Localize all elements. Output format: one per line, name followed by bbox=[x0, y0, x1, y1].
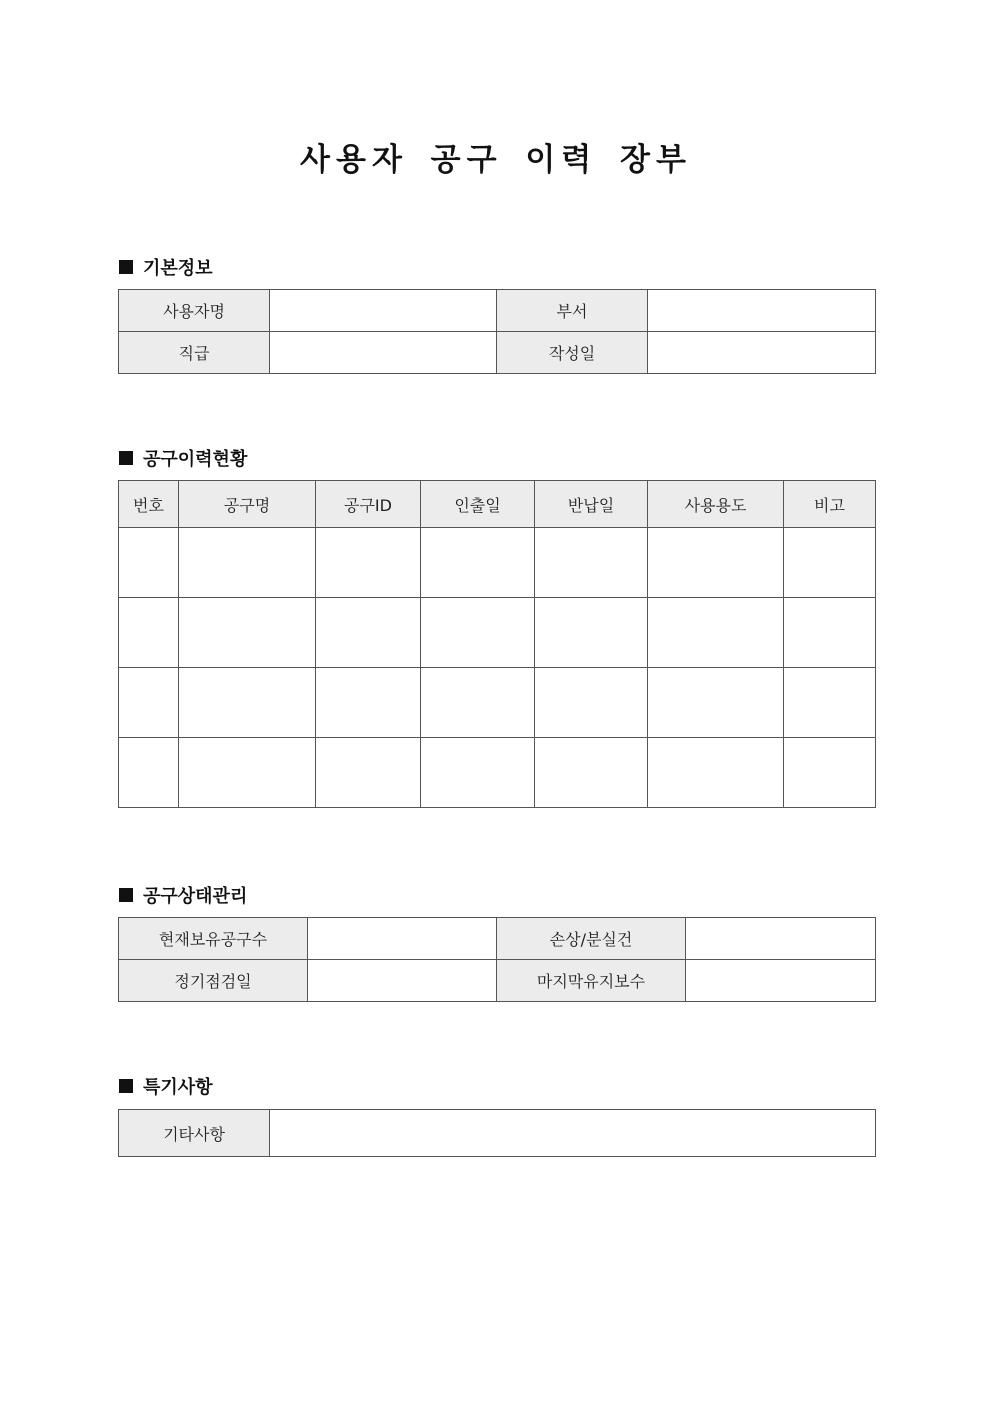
table-cell[interactable] bbox=[784, 738, 876, 808]
notes-table bbox=[118, 1109, 876, 1157]
table-cell[interactable] bbox=[119, 738, 179, 808]
table-cell[interactable] bbox=[784, 528, 876, 598]
square-bullet-icon bbox=[119, 260, 133, 274]
table-cell[interactable] bbox=[535, 528, 648, 598]
field-current-tool-count[interactable] bbox=[308, 918, 497, 960]
table-row bbox=[119, 668, 876, 738]
square-bullet-icon bbox=[119, 888, 133, 902]
label-position: 직급 bbox=[119, 332, 270, 374]
table-cell[interactable] bbox=[179, 598, 316, 668]
table-cell[interactable] bbox=[316, 598, 421, 668]
table-cell[interactable] bbox=[648, 668, 784, 738]
column-header-return-date: 반납일 bbox=[535, 481, 648, 528]
column-header-checkout-date: 인출일 bbox=[421, 481, 535, 528]
table-row bbox=[119, 918, 876, 960]
field-last-maintenance[interactable] bbox=[686, 960, 876, 1002]
column-header-number: 번호 bbox=[119, 481, 179, 528]
field-position[interactable] bbox=[270, 332, 497, 374]
basic-info-table bbox=[118, 289, 876, 374]
field-department[interactable] bbox=[648, 290, 876, 332]
table-row bbox=[119, 332, 876, 374]
label-other-notes: 기타사항 bbox=[119, 1110, 270, 1157]
table-cell[interactable] bbox=[535, 668, 648, 738]
table-cell[interactable] bbox=[421, 738, 535, 808]
section-heading-text: 공구상태관리 bbox=[143, 886, 248, 907]
column-header-tool-id: 공구ID bbox=[316, 481, 421, 528]
section-heading-text: 기본정보 bbox=[143, 258, 213, 279]
table-cell[interactable] bbox=[316, 528, 421, 598]
tool-status-table bbox=[118, 917, 876, 1002]
label-inspection-date: 정기점검일 bbox=[119, 960, 308, 1002]
table-row bbox=[119, 738, 876, 808]
label-damage-loss-count: 손상/분실건 bbox=[497, 918, 686, 960]
square-bullet-icon bbox=[119, 451, 133, 465]
section-heading-text: 공구이력현황 bbox=[143, 449, 248, 470]
table-row bbox=[119, 290, 876, 332]
table-cell[interactable] bbox=[648, 738, 784, 808]
section-heading-notes bbox=[119, 1073, 213, 1099]
table-row bbox=[119, 598, 876, 668]
table-cell[interactable] bbox=[179, 668, 316, 738]
table-cell[interactable] bbox=[535, 598, 648, 668]
tool-history-table bbox=[118, 480, 876, 808]
table-cell[interactable] bbox=[648, 598, 784, 668]
field-inspection-date[interactable] bbox=[308, 960, 497, 1002]
field-other-notes[interactable] bbox=[270, 1110, 876, 1157]
table-cell[interactable] bbox=[119, 668, 179, 738]
table-cell[interactable] bbox=[535, 738, 648, 808]
table-cell[interactable] bbox=[784, 598, 876, 668]
field-created-date[interactable] bbox=[648, 332, 876, 374]
square-bullet-icon bbox=[119, 1079, 133, 1093]
label-created-date: 작성일 bbox=[497, 332, 648, 374]
section-heading-text: 특기사항 bbox=[143, 1077, 213, 1098]
label-current-tool-count: 현재보유공구수 bbox=[119, 918, 308, 960]
field-damage-loss-count[interactable] bbox=[686, 918, 876, 960]
table-cell[interactable] bbox=[316, 738, 421, 808]
label-user-name: 사용자명 bbox=[119, 290, 270, 332]
table-cell[interactable] bbox=[179, 528, 316, 598]
table-cell[interactable] bbox=[119, 598, 179, 668]
table-cell[interactable] bbox=[421, 598, 535, 668]
label-department: 부서 bbox=[497, 290, 648, 332]
table-cell[interactable] bbox=[648, 528, 784, 598]
table-row bbox=[119, 528, 876, 598]
column-header-remarks: 비고 bbox=[784, 481, 876, 528]
table-cell[interactable] bbox=[316, 668, 421, 738]
table-cell[interactable] bbox=[119, 528, 179, 598]
section-heading-basic bbox=[119, 254, 213, 280]
table-header-row bbox=[119, 481, 876, 528]
section-heading-history bbox=[119, 445, 247, 471]
page-title: 사용자 공구 이력 장부 bbox=[300, 142, 692, 178]
table-cell[interactable] bbox=[179, 738, 316, 808]
table-cell[interactable] bbox=[421, 668, 535, 738]
column-header-purpose: 사용용도 bbox=[648, 481, 784, 528]
table-cell[interactable] bbox=[784, 668, 876, 738]
section-heading-status bbox=[119, 882, 247, 908]
label-last-maintenance: 마지막유지보수 bbox=[497, 960, 686, 1002]
column-header-tool-name: 공구명 bbox=[179, 481, 316, 528]
table-row bbox=[119, 1110, 876, 1157]
table-cell[interactable] bbox=[421, 528, 535, 598]
table-row bbox=[119, 960, 876, 1002]
field-user-name[interactable] bbox=[270, 290, 497, 332]
